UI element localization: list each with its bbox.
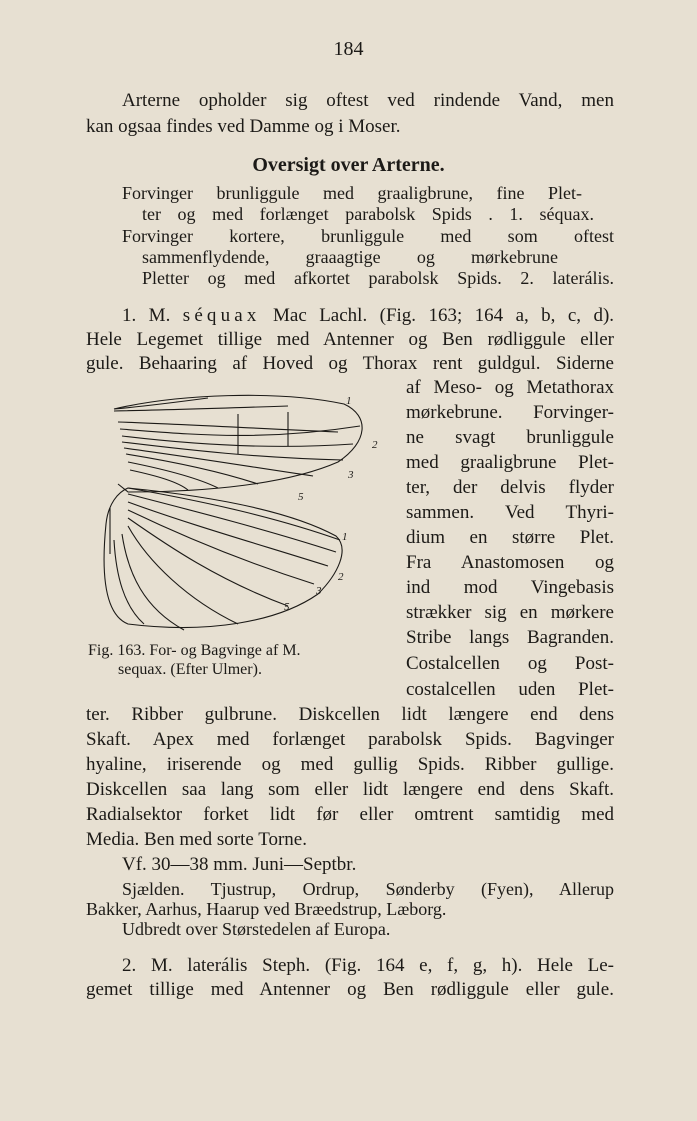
hindwing-drawing [104, 488, 342, 630]
label-fore-2: 2 [372, 439, 378, 451]
locality-line-2: Bakker, Aarhus, Haarup ved Bræedstrup, Læborg. [86, 899, 447, 919]
body-line-6: Media. Ben med sorte Torne. [86, 829, 307, 850]
body-line-3: hyaline, iriserende og med gullig Spids. Ribber gullige. [86, 754, 614, 775]
side-line-12: Costalcellen og Post- [406, 653, 614, 674]
side-line-5: ter, der delvis flyder [406, 477, 614, 498]
figure-caption-line-1: Fig. 163. For- og Bagvinge af M. [88, 642, 301, 659]
key-line-2: ter og med forlænget parabolsk Spids . 1. séquax. [142, 204, 594, 224]
label-hind-2: 2 [338, 571, 344, 583]
label-fore-1: 1 [346, 395, 352, 407]
label-fore-3: 3 [348, 469, 354, 481]
label-hind-5: 5 [284, 601, 290, 613]
species1-author: Mac Lachl. [273, 305, 368, 326]
side-line-3: ne svagt brunliggule [406, 427, 614, 448]
body-line-1: ter. Ribber gulbrune. Diskcellen lidt længere end dens [86, 704, 614, 725]
side-line-7: dium en større Plet. [406, 527, 614, 548]
figure-labels [284, 395, 378, 613]
side-line-6: sammen. Ved Thyri- [406, 502, 614, 523]
species1-line-2: Hele Legemet tillige med Antenner og Ben rødliggule eller [86, 329, 614, 350]
side-line-9: ind mod Vingebasis [406, 577, 614, 598]
species1-line-3: gule. Behaaring af Hoved og Thorax rent guldgul. Siderne [86, 353, 614, 374]
label-hind-3: 3 [316, 585, 322, 597]
label-fore-5: 5 [298, 491, 304, 503]
page-number: 184 [333, 38, 364, 60]
figure-caption-line-2: sequax. (Efter Ulmer). [118, 661, 262, 678]
wing-figure [88, 384, 378, 636]
side-line-13: costalcellen uden Plet- [406, 679, 614, 700]
locality-line-1: Sjælden. Tjustrup, Ordrup, Sønderby (Fyen), Allerup [122, 879, 614, 899]
species1-figref: (Fig. 163; 164 a, b, c, d). [379, 305, 615, 326]
side-line-8: Fra Anastomosen og [406, 552, 614, 573]
species1-number: 1. [122, 305, 137, 326]
locality-line-3: Udbredt over Størstedelen af Europa. [122, 919, 391, 939]
forewing-drawing [114, 395, 362, 492]
side-line-2: mørkebrune. Forvinger- [406, 402, 614, 423]
intro-line-1: Arterne opholder sig oftest ved rindende Vand, men [122, 90, 614, 111]
intro-line-2: kan ogsaa findes ved Damme og i Moser. [86, 116, 401, 137]
species1-title-line [122, 306, 614, 325]
body-line-4: Diskcellen saa lang som eller lidt længere end dens Skaft. [86, 779, 614, 800]
key-line-3: Forvinger kortere, brunliggule med som oftest [122, 226, 614, 246]
species1-genus: M. [148, 305, 171, 326]
measure-line: Vf. 30—38 mm. Juni—Septbr. [122, 854, 357, 875]
species2-line-1: 2. M. laterális Steph. (Fig. 164 e, f, g, h). Hele Le- [122, 955, 614, 976]
species1-epithet: séquax [182, 305, 261, 326]
species2-line-2: gemet tillige med Antenner og Ben rødliggule eller gule. [86, 979, 614, 1000]
side-line-10: strækker sig en mørkere [406, 602, 614, 623]
label-hind-1: 1 [342, 531, 348, 543]
side-line-4: med graaligbrune Plet- [406, 452, 614, 473]
section-heading: Oversigt over Arterne. [252, 154, 445, 176]
body-line-5: Radialsektor forket lidt før eller omtrent samtidig med [86, 804, 614, 825]
key-line-4: sammenflydende, graaagtige og mørkebrune [142, 247, 558, 267]
body-line-2: Skaft. Apex med forlænget parabolsk Spids. Bagvinger [86, 729, 614, 750]
side-line-1: af Meso- og Metathorax [406, 377, 614, 398]
key-line-5: Pletter og med afkortet parabolsk Spids. 2. laterális. [142, 268, 614, 288]
side-line-11: Stribe langs Bagranden. [406, 627, 614, 648]
key-line-1: Forvinger brunliggule med graaligbrune, fine Plet- [122, 183, 582, 203]
